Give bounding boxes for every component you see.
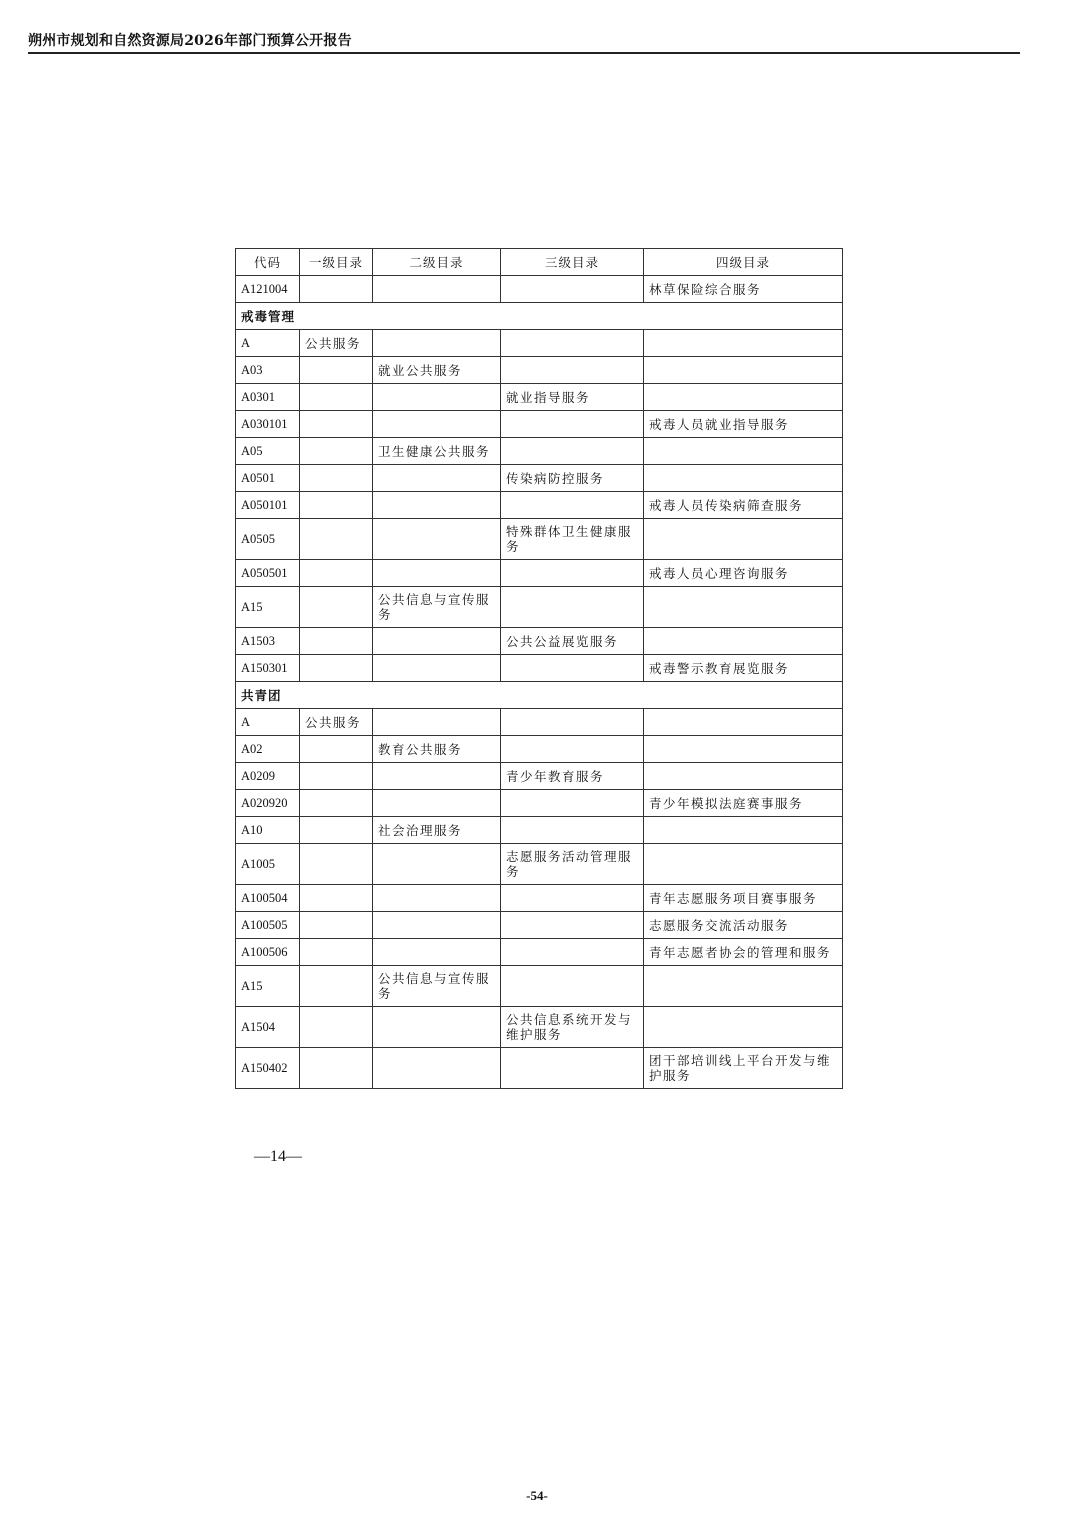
table-row [236,817,843,844]
cell-level3 [501,560,644,587]
cell-level3: 青少年教育服务 [501,763,644,790]
table-row [236,736,843,763]
cell-level3 [501,736,644,763]
table-row [236,465,843,492]
cell-level2 [373,709,501,736]
cell-level4: 青少年模拟法庭赛事服务 [644,790,843,817]
cell-level1 [300,912,373,939]
cell-level2 [373,763,501,790]
cell-level2 [373,912,501,939]
cell-code: A050101 [236,492,300,519]
table-row [236,357,843,384]
section-row [236,682,843,709]
cell-level2: 教育公共服务 [373,736,501,763]
cell-code: A1504 [236,1007,300,1048]
cell-level1 [300,817,373,844]
cell-level2 [373,411,501,438]
cell-level3 [501,817,644,844]
cell-level1 [300,736,373,763]
outer-page-number: -54- [526,1488,548,1503]
cell-level3 [501,790,644,817]
cell-level2 [373,655,501,682]
cell-code: A100506 [236,939,300,966]
cell-level3 [501,492,644,519]
cell-level3: 公共信息系统开发与维护服务 [501,1007,644,1048]
cell-level2 [373,560,501,587]
cell-code: A0301 [236,384,300,411]
cell-level3 [501,885,644,912]
section-title: 戒毒管理 [236,303,843,330]
table-body [236,276,843,1089]
cell-level2 [373,628,501,655]
cell-level1 [300,844,373,885]
column-header-code: 代码 [236,249,300,276]
table-row [236,411,843,438]
cell-level1 [300,939,373,966]
table-row [236,1007,843,1048]
cell-level3 [501,330,644,357]
cell-level1 [300,384,373,411]
table-row [236,492,843,519]
cell-level2 [373,844,501,885]
cell-code: A03 [236,357,300,384]
cell-level4 [644,628,843,655]
cell-level2 [373,885,501,912]
cell-code: A0501 [236,465,300,492]
header-divider [28,52,1020,54]
cell-level1 [300,885,373,912]
cell-level2 [373,384,501,411]
cell-level2 [373,790,501,817]
cell-level4: 青年志愿者协会的管理和服务 [644,939,843,966]
cell-level3: 公共公益展览服务 [501,628,644,655]
table-row [236,885,843,912]
table-row [236,655,843,682]
cell-code: A050501 [236,560,300,587]
cell-level1: 公共服务 [300,330,373,357]
cell-level3 [501,357,644,384]
cell-level4 [644,384,843,411]
cell-code: A0209 [236,763,300,790]
cell-code: A15 [236,966,300,1007]
cell-level1 [300,411,373,438]
cell-code: A1503 [236,628,300,655]
cell-level4 [644,465,843,492]
cell-level2 [373,276,501,303]
cell-level2 [373,1048,501,1089]
table-row [236,438,843,465]
cell-code: A05 [236,438,300,465]
cell-code: A0505 [236,519,300,560]
column-header-level3: 三级目录 [501,249,644,276]
cell-code: A030101 [236,411,300,438]
table-row [236,939,843,966]
table-row [236,844,843,885]
cell-code: A100505 [236,912,300,939]
cell-level4: 志愿服务交流活动服务 [644,912,843,939]
cell-level2: 公共信息与宣传服务 [373,966,501,1007]
cell-level2 [373,939,501,966]
cell-level3 [501,939,644,966]
cell-level3: 就业指导服务 [501,384,644,411]
table-row [236,560,843,587]
cell-level2 [373,465,501,492]
section-title: 共青团 [236,682,843,709]
cell-level1 [300,1048,373,1089]
cell-level1 [300,276,373,303]
cell-level4 [644,736,843,763]
cell-code: A100504 [236,885,300,912]
cell-level3 [501,276,644,303]
cell-level4 [644,587,843,628]
cell-level3: 志愿服务活动管理服务 [501,844,644,885]
column-header-level4: 四级目录 [644,249,843,276]
cell-level1 [300,465,373,492]
table-row [236,330,843,357]
cell-level4: 戒毒人员心理咨询服务 [644,560,843,587]
cell-level2 [373,492,501,519]
cell-level1 [300,438,373,465]
cell-level4 [644,844,843,885]
cell-level4 [644,763,843,790]
table-row [236,790,843,817]
cell-level1 [300,655,373,682]
table-header-row [236,249,843,276]
report-title: 朔州市规划和自然资源局2026年部门预算公开报告 [28,33,352,49]
cell-level1 [300,519,373,560]
cell-level2 [373,1007,501,1048]
cell-level4: 戒毒警示教育展览服务 [644,655,843,682]
cell-code: A1005 [236,844,300,885]
cell-level3: 传染病防控服务 [501,465,644,492]
cell-level1 [300,1007,373,1048]
table-row [236,519,843,560]
cell-code: A150402 [236,1048,300,1089]
table-row [236,628,843,655]
cell-level3 [501,438,644,465]
cell-code: A [236,709,300,736]
cell-level3 [501,1048,644,1089]
cell-level4 [644,519,843,560]
cell-level4 [644,357,843,384]
cell-level4 [644,330,843,357]
cell-level4 [644,709,843,736]
cell-level3 [501,966,644,1007]
cell-level3 [501,655,644,682]
table-row [236,1048,843,1089]
cell-level1 [300,587,373,628]
table-row [236,763,843,790]
cell-level3 [501,912,644,939]
column-header-level2: 二级目录 [373,249,501,276]
cell-level1 [300,628,373,655]
cell-level1 [300,560,373,587]
inner-page-number: —14— [254,1148,302,1165]
cell-code: A02 [236,736,300,763]
section-row [236,303,843,330]
table-row [236,912,843,939]
cell-level4: 戒毒人员传染病筛查服务 [644,492,843,519]
table-row [236,276,843,303]
cell-code: A121004 [236,276,300,303]
cell-level1 [300,763,373,790]
cell-code: A150301 [236,655,300,682]
cell-level1: 公共服务 [300,709,373,736]
cell-level4: 戒毒人员就业指导服务 [644,411,843,438]
cell-level3 [501,411,644,438]
table-row [236,709,843,736]
cell-level4 [644,817,843,844]
cell-level2 [373,519,501,560]
cell-code: A15 [236,587,300,628]
cell-level3 [501,709,644,736]
cell-level4: 青年志愿服务项目赛事服务 [644,885,843,912]
table-row [236,384,843,411]
cell-level2: 社会治理服务 [373,817,501,844]
cell-level1 [300,357,373,384]
cell-level4 [644,438,843,465]
table-row [236,966,843,1007]
cell-level4 [644,966,843,1007]
cell-level4: 团干部培训线上平台开发与维护服务 [644,1048,843,1089]
cell-code: A10 [236,817,300,844]
cell-level3 [501,587,644,628]
service-catalog-table [235,248,843,1089]
cell-level2: 就业公共服务 [373,357,501,384]
cell-level4: 林草保险综合服务 [644,276,843,303]
cell-level2 [373,330,501,357]
column-header-level1: 一级目录 [300,249,373,276]
cell-code: A [236,330,300,357]
cell-level4 [644,1007,843,1048]
cell-level3: 特殊群体卫生健康服务 [501,519,644,560]
cell-level1 [300,492,373,519]
cell-code: A020920 [236,790,300,817]
cell-level2: 卫生健康公共服务 [373,438,501,465]
cell-level1 [300,790,373,817]
cell-level2: 公共信息与宣传服务 [373,587,501,628]
table-row [236,587,843,628]
cell-level1 [300,966,373,1007]
